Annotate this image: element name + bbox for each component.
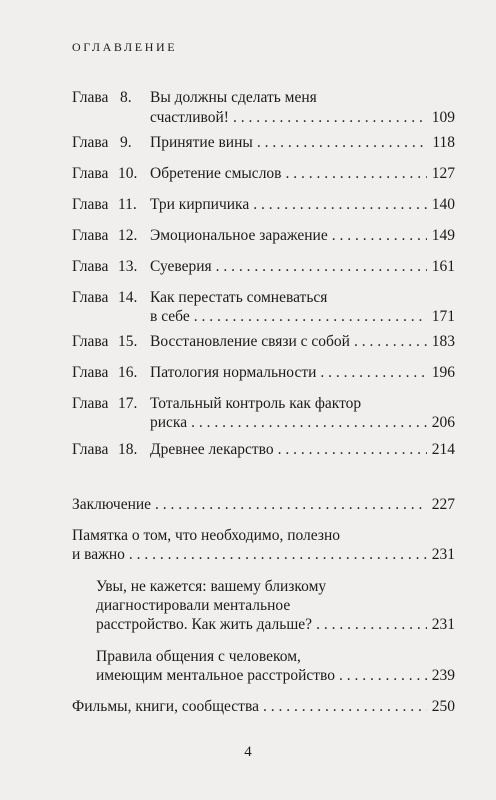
chapter-word: Глава [72,134,109,151]
page-ref: 161 [431,258,455,275]
memo-title: Памятка о том, что необходимо, полезно [72,527,341,544]
chapter-title-cont: риска [150,414,188,431]
page-ref: 109 [431,109,455,126]
subsection-title: Правила общения с человеком, [96,648,301,665]
chapter-word: Глава [72,227,109,244]
dot-leader [191,414,427,432]
page-ref: 196 [431,364,455,381]
dot-leader [332,227,427,245]
dot-leader [253,196,427,214]
dot-leader [155,496,427,514]
dot-leader [129,546,427,564]
dot-leader [194,308,427,326]
toc-entry[interactable] [150,258,455,276]
toc-entry-resources[interactable] [72,698,455,716]
chapter-title: Суеверия [150,258,212,275]
page-ref: 140 [431,196,455,213]
toc-entry-memo[interactable] [72,546,455,564]
chapter-title-cont: в себе [150,308,190,325]
page-ref: 149 [431,227,455,244]
page-ref: 231 [431,546,455,563]
chapter-word: Глава [72,333,109,350]
toc-entry[interactable] [150,134,455,152]
chapter-word: Глава [72,289,109,306]
dot-leader [216,258,427,276]
chapter-number: 10. [118,165,138,182]
dot-leader [339,667,427,685]
chapter-number: 18. [118,441,138,458]
chapter-title: Принятие вины [150,134,253,151]
dot-leader [233,109,427,127]
page-ref: 227 [431,496,455,513]
conclusion-title: Заключение [72,496,152,513]
subsection-title-cont: расстройство. Как жить дальше? [96,616,313,633]
chapter-title: Восстановление связи с собой [150,333,350,350]
chapter-title: Три кирпичика [150,196,250,213]
chapter-word: Глава [72,196,109,213]
chapter-number: 16. [118,364,138,381]
chapter-word: Глава [72,364,109,381]
chapter-word: Глава [72,395,109,412]
chapter-number: 11. [118,196,137,213]
page-ref: 214 [431,441,455,458]
toc-entry-subsection[interactable] [96,667,455,685]
chapter-title: Вы должны сделать меня [150,89,317,106]
chapter-title: Патология нормальности [150,364,317,381]
chapter-word: Глава [72,258,109,275]
chapter-number: 17. [118,395,138,412]
toc-entry[interactable] [150,333,455,351]
toc-entry[interactable] [150,308,455,326]
page-ref: 206 [431,414,455,431]
dot-leader [263,698,427,716]
dot-leader [354,333,427,351]
toc-entry[interactable] [150,196,455,214]
resources-title: Фильмы, книги, сообщества [72,698,259,715]
chapter-title: Обретение смыслов [150,165,282,182]
chapter-number: 14. [118,289,138,306]
subsection-title-cont: диагностировали ментальное [96,597,291,614]
chapter-number: 13. [118,258,138,275]
memo-title-cont: и важно [72,546,125,563]
chapter-title: Как перестать сомневаться [150,289,328,306]
chapter-title: Древнее лекарство [150,441,274,458]
chapter-word: Глава [72,89,109,106]
chapter-title: Тотальный контроль как фактор [150,395,362,412]
toc-entry[interactable] [150,441,455,459]
chapter-number: 15. [118,333,138,350]
subsection-title-cont: имеющим ментальное расстройство [96,667,335,684]
page-number: 4 [244,744,252,760]
toc-entry-subsection[interactable] [96,616,455,634]
dot-leader [286,165,428,183]
chapter-title-cont: счастливой! [150,109,229,126]
toc-entry[interactable] [150,364,455,382]
toc-heading: ОГЛАВЛЕНИЕ [72,40,178,54]
toc-entry[interactable] [150,109,455,127]
page-ref: 118 [432,134,455,151]
chapter-word: Глава [72,165,109,182]
toc-entry[interactable] [150,165,455,183]
chapter-word: Глава [72,441,109,458]
toc-entry[interactable] [150,227,455,245]
page-ref: 239 [431,667,455,684]
chapter-number: 12. [118,227,138,244]
page-ref: 183 [431,333,455,350]
toc-entry-conclusion[interactable] [72,496,455,514]
dot-leader [320,364,427,382]
dot-leader [257,134,427,152]
dot-leader [278,441,427,459]
dot-leader [316,616,427,634]
toc-entry[interactable] [150,414,455,432]
page-ref: 250 [431,698,455,715]
page-ref: 127 [431,165,455,182]
chapter-number: 8. [120,89,132,106]
chapter-number: 9. [120,134,132,151]
chapter-title: Эмоциональное заражение [150,227,328,244]
page-ref: 231 [431,616,455,633]
subsection-title: Увы, не кажется: вашему близкому [96,578,327,595]
page-ref: 171 [431,308,455,325]
